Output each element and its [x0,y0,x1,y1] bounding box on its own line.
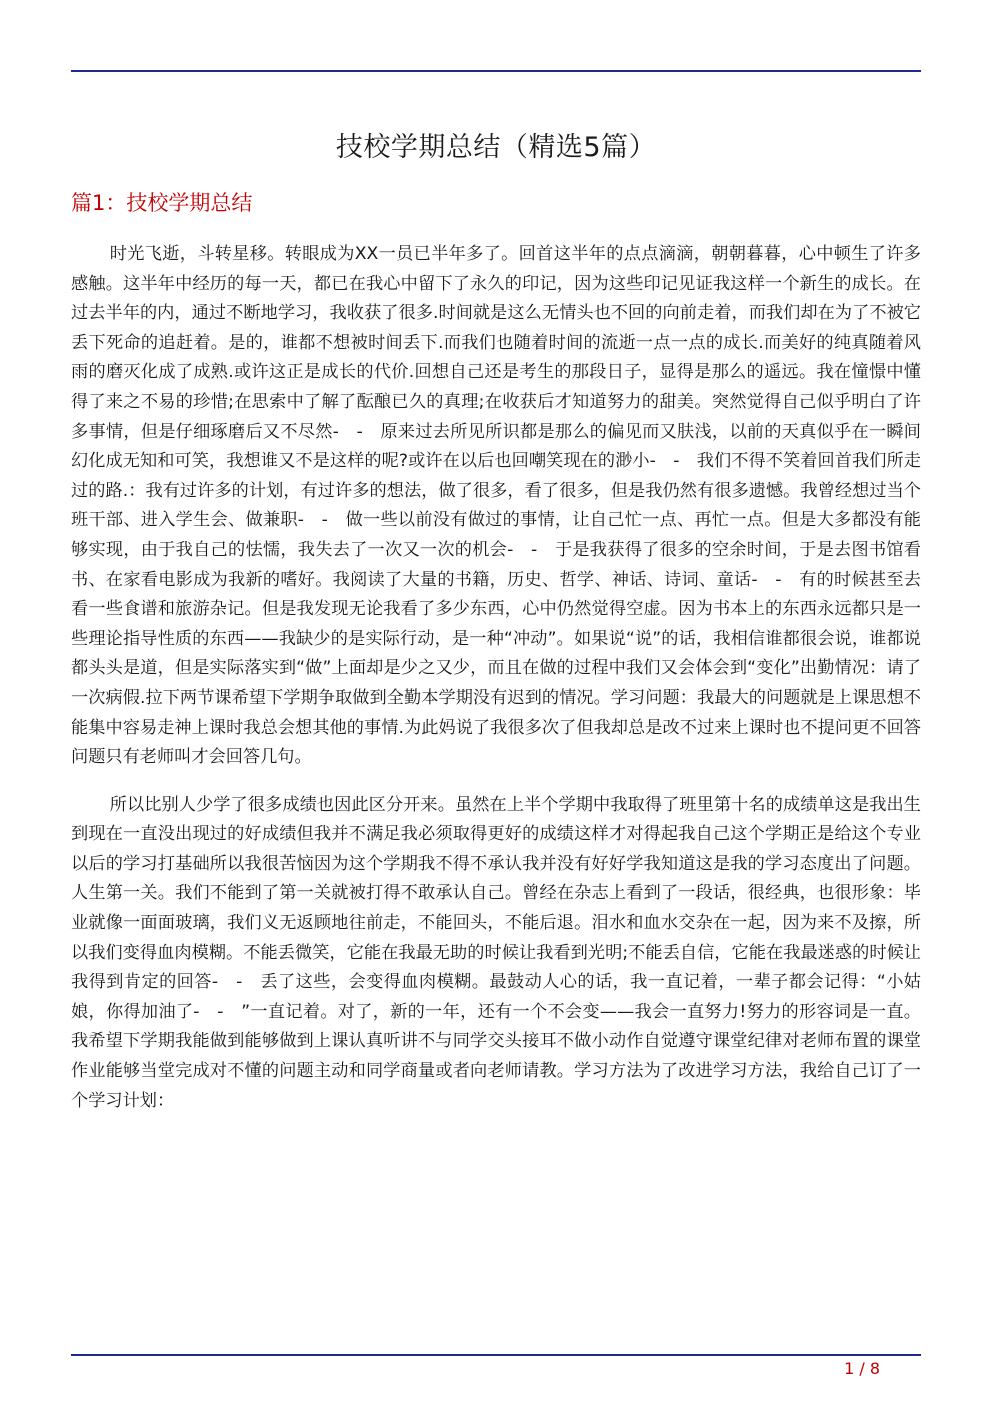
paragraph: 所以比别人少学了很多成绩也因此区分开来。虽然在上半个学期中我取得了班里第十名的成绩单这是我出生到现在一直没出现过的好成绩但我并不满足我必须取得更好的成绩这样才对得起我自己这个学期正是给这个专业以后的学习打基础所以我很苦恼因为这个学期我不得不承认我并没有好好学我知道这是我的学习态度出了问题。人生第一关。我们不能到了第一关就被打得不敢承认自己。曾经在杂志上看到了一段话，很经典，也很形象：毕业就像一面面玻璃，我们义无返顾地往前走，不能回头，不能后退。泪水和血水交杂在一起，因为来不及擦，所以我们变得血肉模糊。不能丢微笑，它能在我最无助的时候让我看到光明;不能丢自信，它能在我最迷惑的时候让我得到肯定的回答- - 丢了这些，会变得血肉模糊。最鼓动人心的话，我一直记着，一辈子都会记得：“小姑娘，你得加油了- - ”一直记着。对了，新的一年，还有一个不会变——我会一直努力!努力的形容词是一直。我希望下学期我能做到能够做到上课认真听讲不与同学交头接耳不做小动作自觉遵守课堂纪律对老师布置的课堂作业能够当堂完成对不懂的问题主动和同学商量或者向老师请教。学习方法为了改进学习方法，我给自己订了一个学习计划： [71,794,921,1111]
top-rule [71,70,921,72]
document-body [71,240,921,1116]
paragraph: 时光飞逝，斗转星移。转眼成为XX一员已半年多了。回首这半年的点点滴滴，朝朝暮暮，心中顿生了许多感触。这半年中经历的每一天，都已在我心中留下了永久的印记，因为这些印记见证我这样一个新生的成长。在过去半年的内，通过不断地学习，我收获了很多.时间就是这么无情头也不回的向前走着，而我们却在为了不被它丢下死命的追赶着。是的，谁都不想被时间丢下.而我们也随着时间的流逝一点一点的成长.而美好的纯真随着风雨的磨灭化成了成熟.或许这正是成长的代价.回想自己还是考生的那段日子，显得是那么的遥远。我在憧憬中懂得了来之不易的珍惜;在思索中了解了酝酿已久的真理;在收获后才知道努力的甜美。突然觉得自己似乎明白了许多事情，但是仔细琢磨后又不尽然- - 原来过去所见所识都是那么的偏见而又肤浅，以前的天真似乎在一瞬间幻化成无知和可笑，我想谁又不是这样的呢?或许在以后也回嘲笑现在的渺小- - 我们不得不笑着回首我们所走过的路.：我有过许多的计划，有过许多的想法，做了很多，看了很多，但是我仍然有很多遗憾。我曾经想过当个班干部、进入学生会、做兼职- - 做一些以前没有做过的事情，让自己忙一点、再忙一点。但是大多都没有能够实现，由于我自己的怯懦，我失去了一次又一次的机会- - 于是我获得了很多的空余时间，于是去图书馆看书、在家看电影成为我新的嗜好。我阅读了大量的书籍，历史、哲学、神话、诗词、童话- - 有的时候甚至去看一些食谱和旅游杂记。但是我发现无论我看了多少东西，心中仍然觉得空虚。因为书本上的东西永远都只是一些理论指导性质的东西——我缺少的是实际行动，是一种“冲动”。如果说“说”的话，我相信谁都很会说，谁都说都头头是道，但是实际落实到“做”上面却是少之又少，而且在做的过程中我们又会体会到“变化”出勤情况：请了一次病假.拉下两节课希望下学期争取做到全勤本学期没有迟到的情况。学习问题：我最大的问题就是上课思想不能集中容易走神上课时我总会想其他的事情.为此妈说了我很多次了但我却总是改不过来上课时也不提问更不回答问题只有老师叫才会回答几句。 [71,244,921,768]
bottom-rule [71,1354,921,1356]
section-heading: 篇1：技校学期总结 [71,191,253,215]
page-number: 1 / 8 [844,1359,880,1378]
document-title: 技校学期总结（精选5篇） [335,132,657,163]
